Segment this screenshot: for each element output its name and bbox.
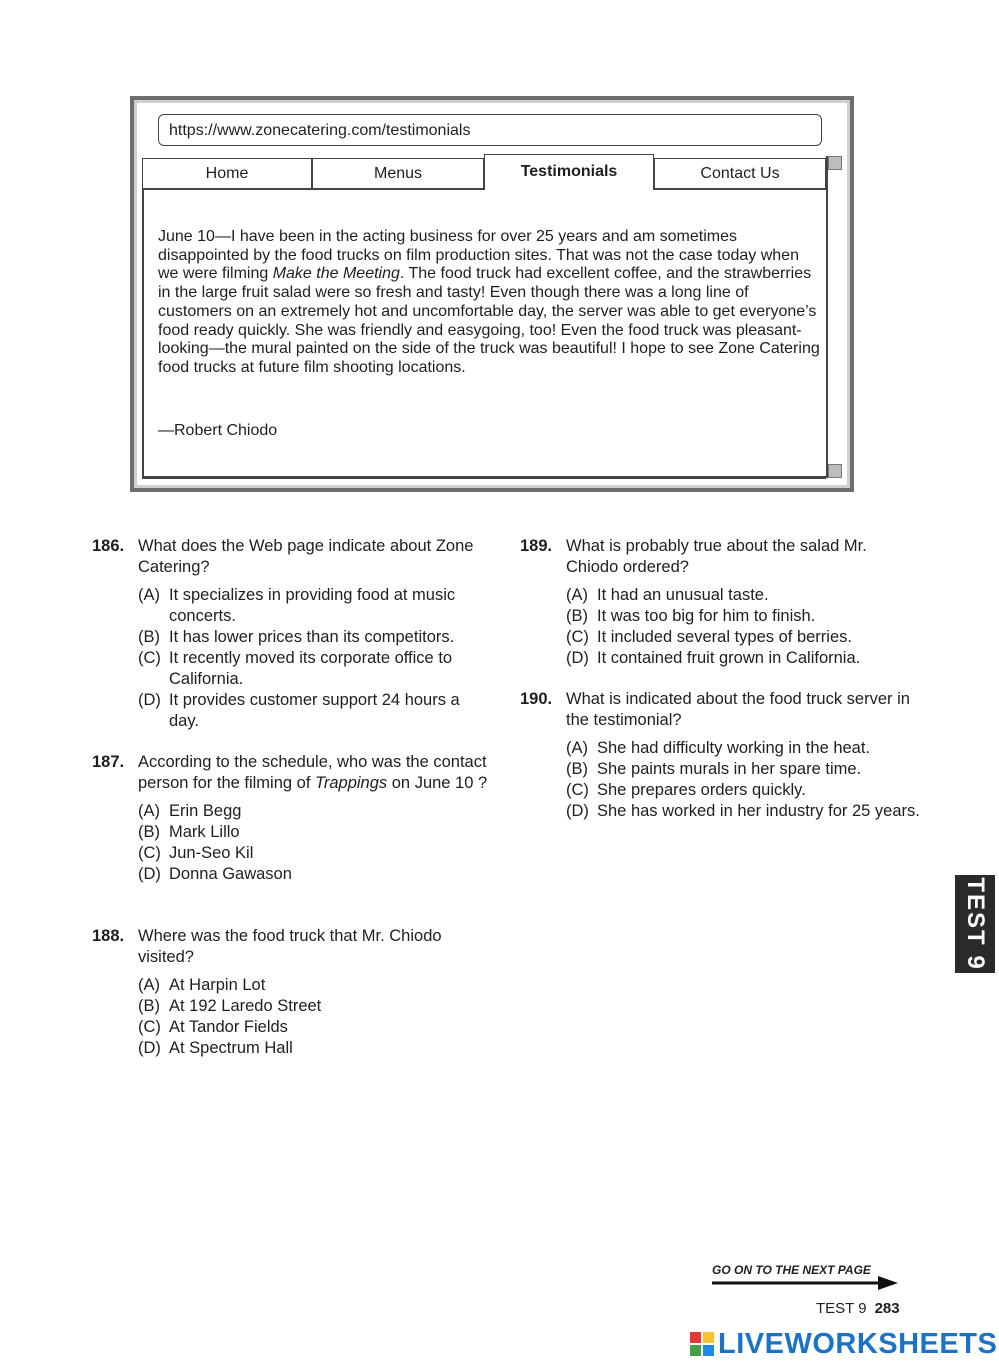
option-text: At 192 Laredo Street: [169, 997, 322, 1015]
url-bar[interactable]: https://www.zonecatering.com/testimonials: [158, 114, 822, 146]
question-stem: Where was the food truck that Mr. Chiodo visited?: [138, 927, 442, 966]
option-letter: (D): [138, 1039, 161, 1057]
option-text: She has worked in her industry for 25 years.: [597, 802, 920, 820]
option-a[interactable]: [138, 585, 492, 627]
option-text: It was too big for him to finish.: [597, 607, 816, 625]
tab-home[interactable]: Home: [142, 158, 312, 190]
test-side-tab: [955, 875, 995, 973]
option-letter: (B): [138, 997, 160, 1015]
option-letter: (C): [138, 649, 161, 667]
option-letter: (D): [138, 691, 161, 709]
scroll-down-button[interactable]: [828, 464, 842, 478]
option-letter: (B): [566, 607, 588, 625]
option-text: It recently moved its corporate office to California.: [169, 649, 453, 688]
question-number: 187.: [92, 753, 125, 771]
content-bottom-border: [142, 476, 826, 479]
option-c[interactable]: [566, 780, 920, 801]
option-b[interactable]: [138, 822, 492, 843]
option-text: It had an unusual taste.: [597, 586, 769, 604]
option-c[interactable]: [138, 843, 492, 864]
option-letter: (C): [566, 628, 589, 646]
option-text: Erin Begg: [169, 802, 242, 820]
option-text: It has lower prices than its competitors.: [169, 628, 455, 646]
content-left-border: [142, 188, 144, 478]
option-letter: (B): [138, 823, 160, 841]
tab-menus[interactable]: Menus: [312, 158, 484, 190]
question-189: [520, 536, 920, 669]
page-number: 283: [874, 1300, 900, 1317]
browser-window: [130, 96, 854, 492]
option-letter: (C): [138, 1018, 161, 1036]
stem-part-2: on June 10 ?: [387, 774, 488, 792]
film-title: Make the Meeting: [272, 265, 400, 283]
question-stem: [138, 752, 492, 794]
scrollbar[interactable]: [826, 156, 842, 478]
arrow-right-icon: [712, 1276, 898, 1290]
option-a[interactable]: [566, 585, 920, 606]
test-side-tab-label: TEST 9: [962, 877, 989, 971]
option-a[interactable]: [566, 738, 920, 759]
option-text: It included several types of berries.: [597, 628, 852, 646]
option-d[interactable]: [566, 801, 920, 822]
option-d[interactable]: [138, 864, 492, 885]
option-d[interactable]: [138, 690, 492, 732]
option-b[interactable]: [566, 606, 920, 627]
option-text: It provides customer support 24 hours a day.: [169, 691, 460, 730]
stem-part-1: According to the schedule, who was the contact person for the filming of: [138, 753, 487, 792]
question-stem: What does the Web page indicate about Zone Catering?: [138, 537, 474, 576]
option-text: At Spectrum Hall: [169, 1039, 293, 1057]
option-letter: (C): [566, 781, 589, 799]
option-text: Donna Gawason: [169, 865, 292, 883]
film-title-trappings: Trappings: [315, 774, 388, 792]
option-letter: (A): [566, 739, 588, 757]
option-letter: (A): [566, 586, 588, 604]
question-188: [92, 926, 492, 1059]
tab-testimonials[interactable]: Testimonials: [484, 154, 654, 190]
option-letter: (D): [138, 865, 161, 883]
option-d[interactable]: [138, 1038, 492, 1059]
option-letter: (B): [138, 628, 160, 646]
option-letter: (A): [138, 586, 160, 604]
question-number: 188.: [92, 927, 125, 945]
option-b[interactable]: [138, 627, 492, 648]
option-c[interactable]: [566, 627, 920, 648]
option-d[interactable]: [566, 648, 920, 669]
question-number: 190.: [520, 690, 553, 708]
option-c[interactable]: [138, 1017, 492, 1038]
question-number: 189.: [520, 537, 553, 555]
test-label: TEST 9: [816, 1300, 867, 1317]
page-footer: [816, 1300, 900, 1317]
option-text: It specializes in providing food at music concerts.: [169, 586, 456, 625]
option-text: Jun-Seo Kil: [169, 844, 254, 862]
question-190: [520, 689, 920, 822]
question-stem: What is indicated about the food truck server in the testimonial?: [566, 690, 910, 729]
question-186: [92, 536, 492, 732]
option-letter: (A): [138, 802, 160, 820]
question-187: [92, 752, 492, 885]
option-letter: (A): [138, 976, 160, 994]
option-text: Mark Lillo: [169, 823, 240, 841]
option-text: She paints murals in her spare time.: [597, 760, 862, 778]
scroll-up-button[interactable]: [828, 156, 842, 170]
tab-contact-us[interactable]: Contact Us: [654, 158, 826, 190]
go-on-label: GO ON TO THE NEXT PAGE: [712, 1263, 871, 1277]
option-b[interactable]: [566, 759, 920, 780]
testimonial-part-2: . The food truck had excellent coffee, and the strawberries in the large fruit salad were so fresh and tasty! Even though there was a long line of customers on an extremely hot and uncomfortable day, the server was able to get everyone’s food ready quickly. She was friendly and easygoing, too! Even the food truck was pleasant-looking—the mural painted on the side of the truck was beautiful! I hope to see Zone Catering food trucks at future film shooting locations.: [158, 265, 820, 376]
option-letter: (D): [566, 802, 589, 820]
option-a[interactable]: [138, 801, 492, 822]
option-letter: (C): [138, 844, 161, 862]
option-c[interactable]: [138, 648, 492, 690]
liveworksheets-brand: [690, 1328, 997, 1360]
nav-tabs: [142, 154, 826, 190]
option-text: She had difficulty working in the heat.: [597, 739, 871, 757]
option-text: At Harpin Lot: [169, 976, 266, 994]
liveworksheets-logo-icon: [690, 1332, 714, 1356]
testimonial-signature: —Robert Chiodo: [158, 422, 278, 439]
option-letter: (D): [566, 649, 589, 667]
brand-name: LIVEWORKSHEETS: [718, 1327, 998, 1360]
option-letter: (B): [566, 760, 588, 778]
option-text: At Tandor Fields: [169, 1018, 288, 1036]
option-b[interactable]: [138, 996, 492, 1017]
testimonial-text: [158, 228, 822, 378]
option-text: It contained fruit grown in California.: [597, 649, 861, 667]
option-text: She prepares orders quickly.: [597, 781, 806, 799]
question-number: 186.: [92, 537, 125, 555]
question-stem: What is probably true about the salad Mr. Chiodo ordered?: [566, 537, 867, 576]
option-a[interactable]: [138, 975, 492, 996]
testimonial-part-1: June 10—I have been in the acting business for over 25 years and am sometimes disappointed by the food trucks on film production sites. That was not the case today when we were filming: [158, 228, 799, 283]
